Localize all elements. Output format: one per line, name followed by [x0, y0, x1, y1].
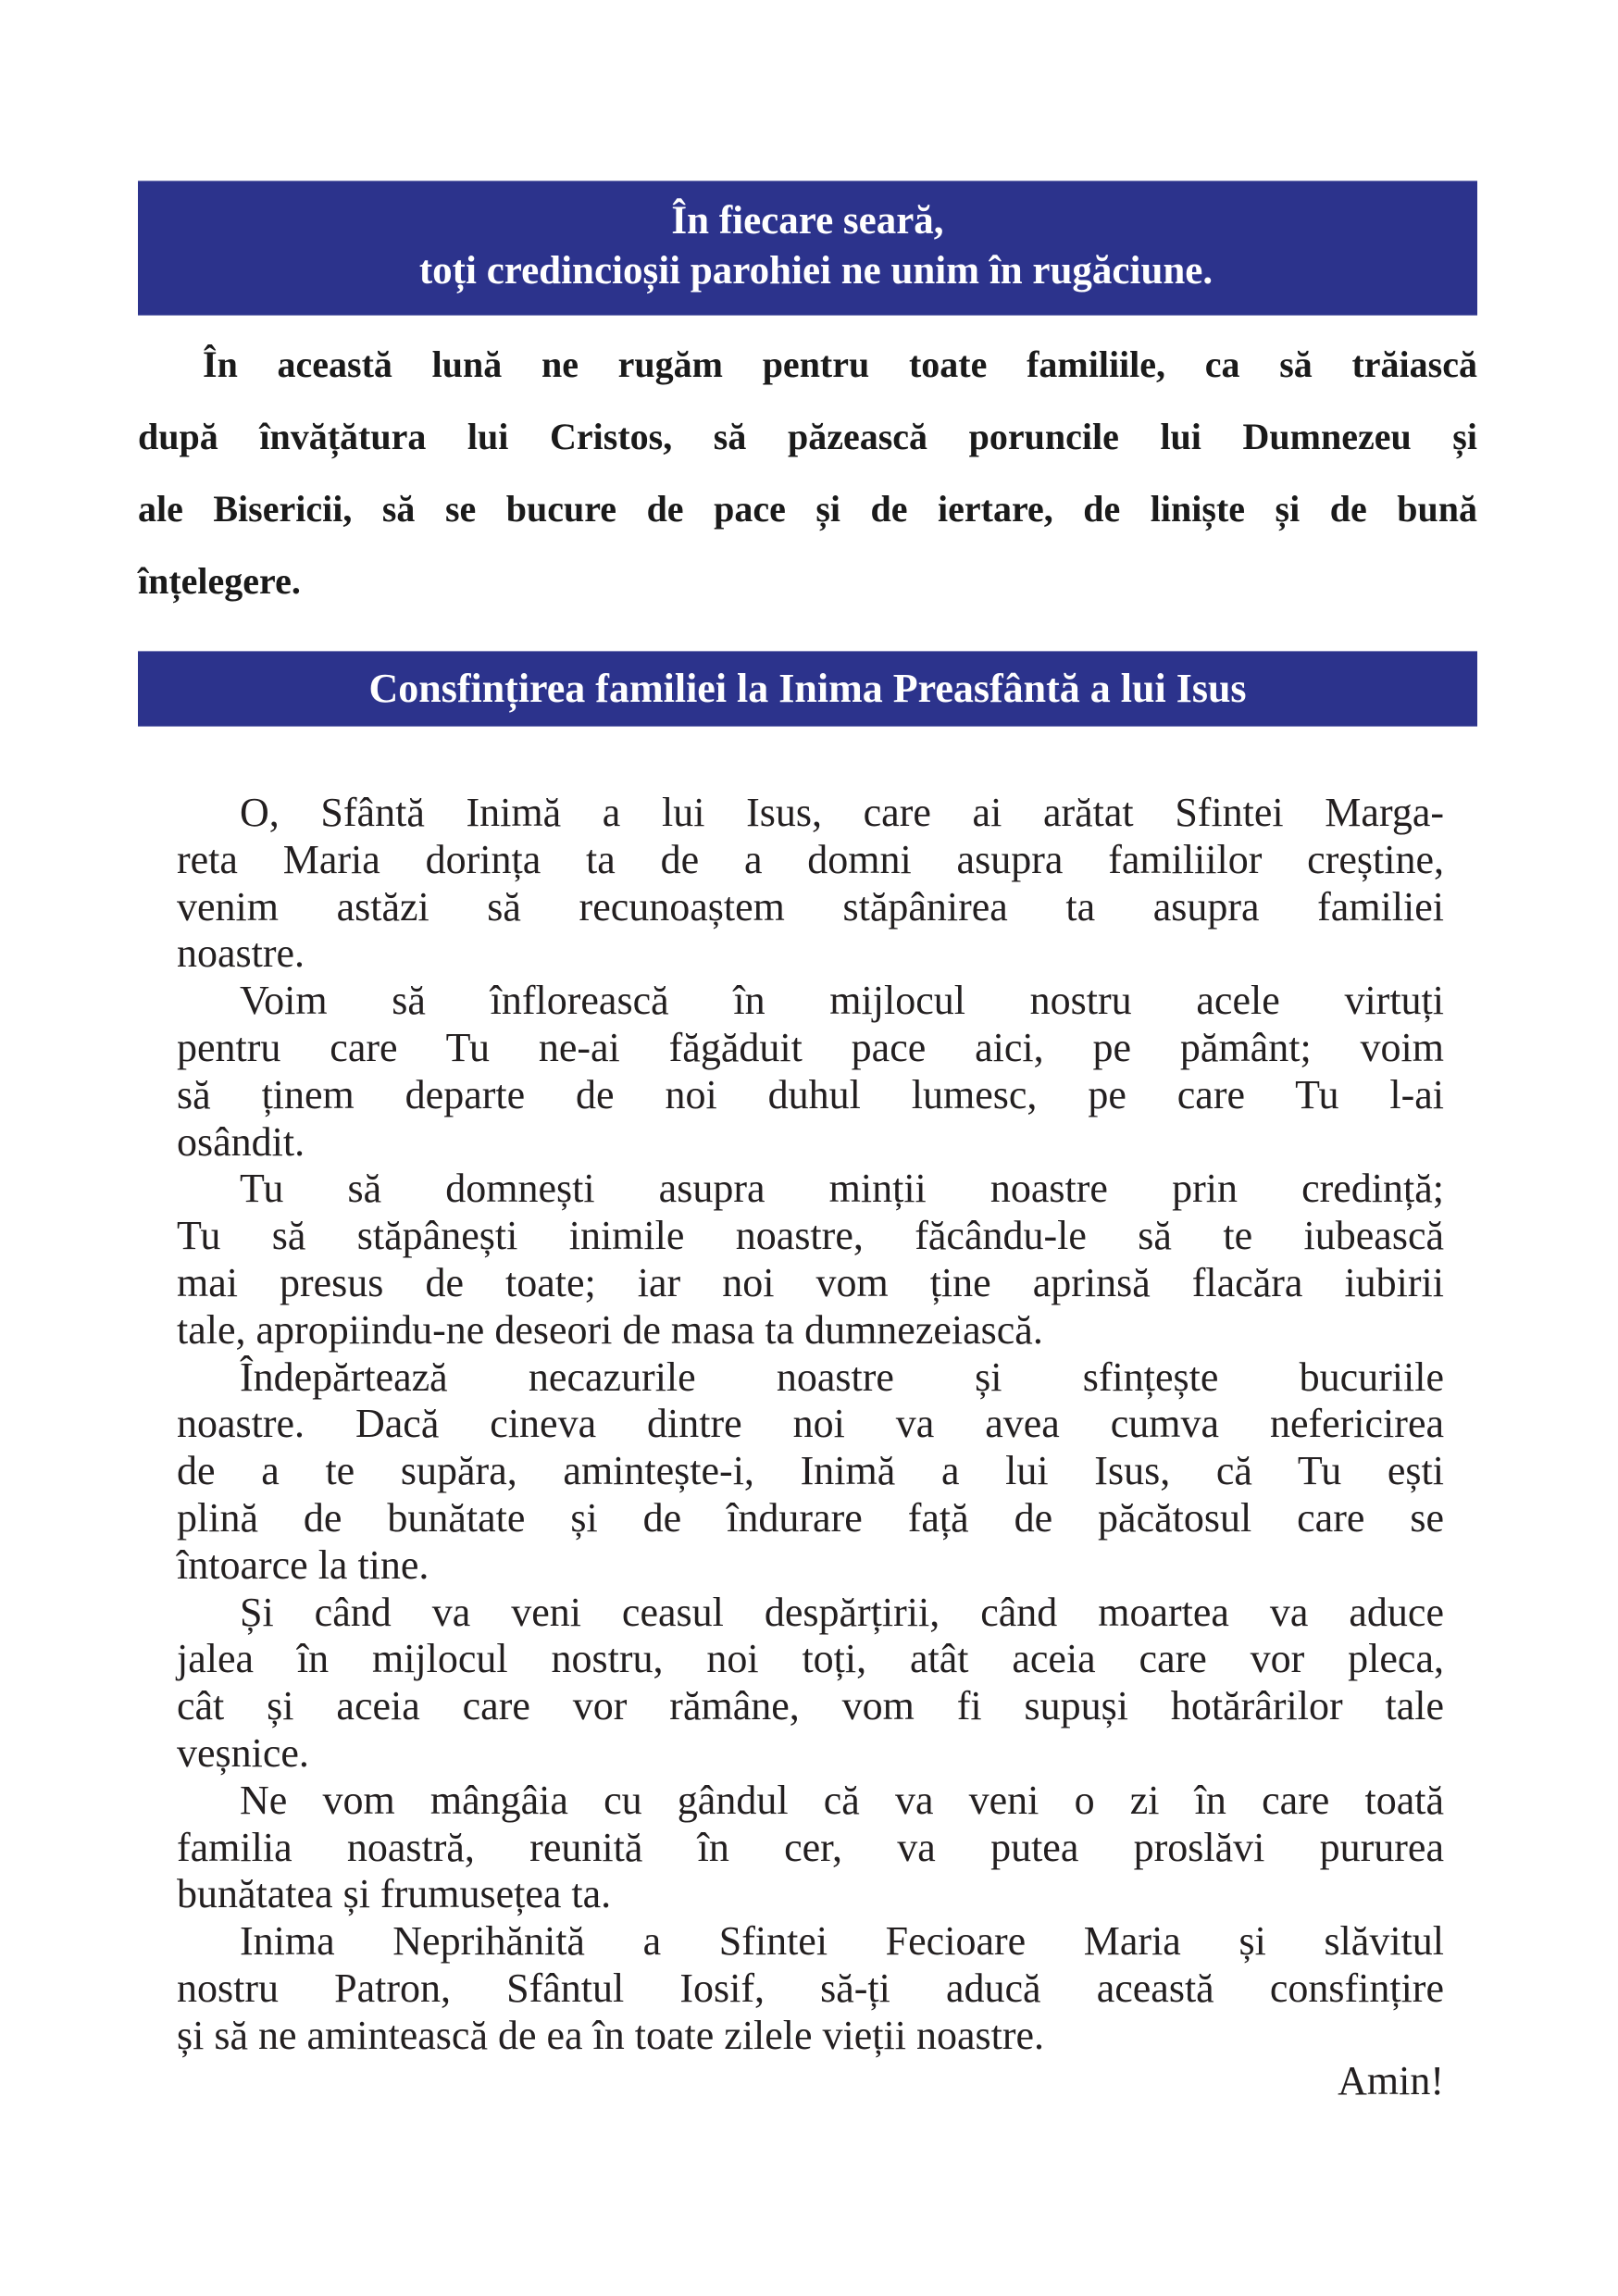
prayer-line: jalea în mijlocul nostru, noi toți, atât aceia care vor pleca,: [177, 1636, 1444, 1682]
prayer-line: veșnice.: [177, 1730, 309, 1776]
banner-line-2: toți credincioșii parohiei ne unim în rugăciune.: [418, 249, 1214, 293]
prayer-line: noastre. Dacă cineva dintre noi va avea cumva nefericirea: [177, 1401, 1444, 1447]
prayer-line: noastre.: [177, 930, 305, 977]
prayer-line: să ținem departe de noi duhul lumesc, pe care Tu l-ai: [177, 1071, 1444, 1117]
prayer-line: mai presus de toate; iar noi vom ține aprinsă flacăra iubirii: [177, 1260, 1444, 1305]
prayer-line: și să ne amintească de ea în toate zilele vieții noastre.: [177, 2012, 1045, 2058]
prayer-line: nostru Patron, Sfântul Iosif, să-ți aducă această consfințire: [177, 1965, 1444, 2011]
prayer-line: venim astăzi să recunoaștem stăpânirea ta asupra familiei: [177, 883, 1444, 930]
intro-line: înțelegere.: [138, 560, 301, 602]
intro-line: după învățătura lui Cristos, să păzească poruncile lui Dumnezeu și: [138, 416, 1477, 457]
prayer-line: întoarce la tine.: [177, 1541, 429, 1588]
prayer-line: Voim să înflorească în mijlocul nostru acele virtuți: [240, 978, 1444, 1024]
prayer-line: familia noastră, reunită în cer, va putea proslăvi pururea: [177, 1824, 1444, 1870]
prayer-line: Ne vom mângâia cu gândul că va veni o zi în care toată: [240, 1777, 1444, 1823]
prayer-line: Inima Neprihănită a Sfintei Fecioare Maria și slăvitul: [240, 1918, 1444, 1965]
prayer-line: O, Sfântă Inimă a lui Isus, care ai arătat Sfintei Marga-: [240, 790, 1444, 835]
intro-line: În această lună ne rugăm pentru toate familiile, ca să trăiască: [203, 343, 1477, 385]
prayer-line: osândit.: [177, 1118, 305, 1165]
banner-line-1: În fiecare seară,: [671, 199, 944, 243]
prayer-line: Și când va veni ceasul despărțirii, când moartea va aduce: [240, 1589, 1444, 1635]
consecration-title-banner: [138, 651, 1477, 727]
consecration-title: Consfințirea familiei la Inima Preasfântă a lui Isus: [368, 666, 1247, 711]
prayer-line: pentru care Tu ne-ai făgăduit pace aici, pe pământ; voim: [177, 1025, 1444, 1070]
prayer-line: Îndepărtează necazurile noastre și sfințește bucuriile: [240, 1354, 1444, 1400]
prayer-line: Tu să stăpânești inimile noastre, făcându-le să te iubească: [177, 1213, 1444, 1259]
intro-line: ale Bisericii, să se bucure de pace și de iertare, de liniște și de bună: [138, 488, 1477, 530]
amen-line: Amin!: [1338, 2058, 1444, 2103]
prayer-line: cât și aceia care vor rămâne, vom fi supuși hotărârilor tale: [177, 1683, 1444, 1729]
prayer-line: Tu să domnești asupra minții noastre prin credință;: [240, 1166, 1444, 1212]
prayer-line: plină de bunătate și de îndurare față de păcătosul care se: [177, 1495, 1444, 1541]
prayer-line: tale, apropiindu-ne deseori de masa ta dumnezeiască.: [177, 1306, 1043, 1353]
prayer-line: bunătatea și frumusețea ta.: [177, 1871, 612, 1917]
prayer-line: de a te supăra, amintește-i, Inimă a lui Isus, că Tu ești: [177, 1448, 1444, 1494]
evening-prayer-banner: [138, 181, 1477, 316]
prayer-line: reta Maria dorința ta de a domni asupra familiilor creștine,: [177, 836, 1444, 882]
